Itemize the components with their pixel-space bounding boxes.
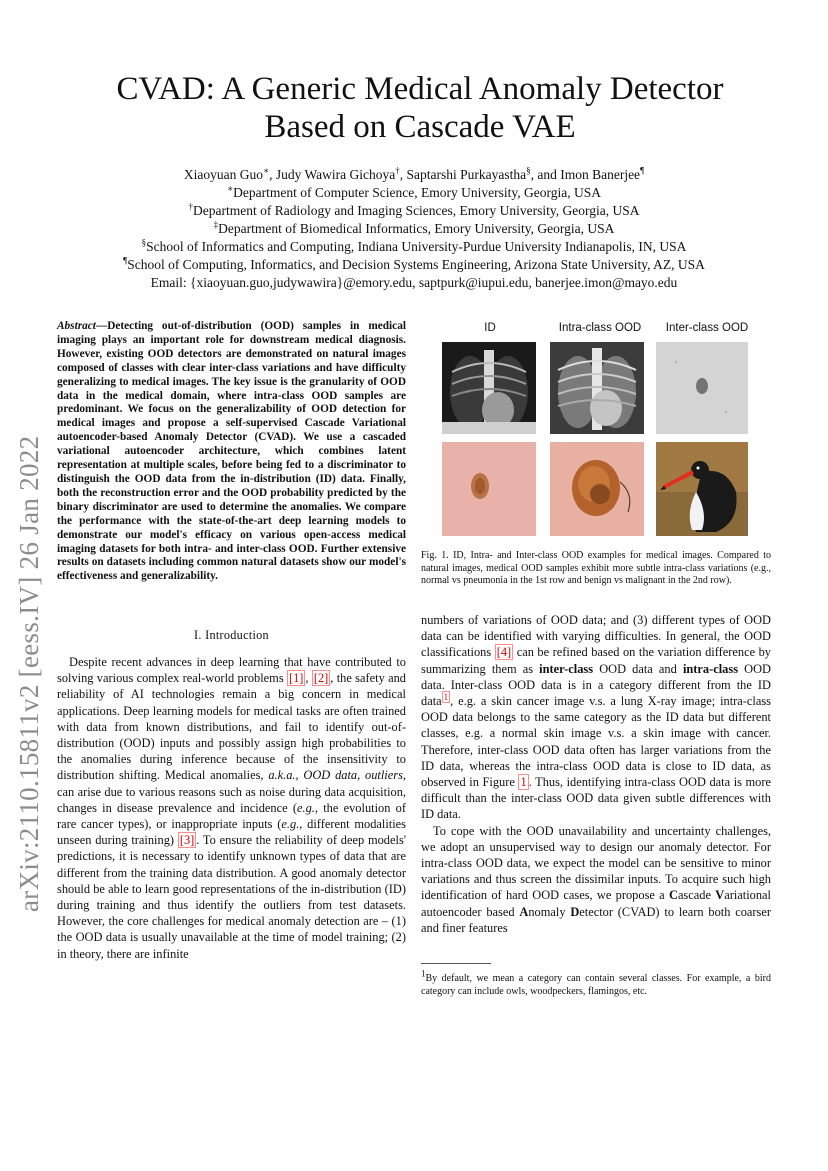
- title-line-1: CVAD: A Generic Medical Anomaly Detector: [116, 71, 724, 107]
- affiliation-2: †Department of Radiology and Imaging Sciences, Emory University, Georgia, USA: [188, 201, 640, 218]
- footnote-divider: [421, 963, 491, 964]
- affiliation-3: ‡Department of Biomedical Informatics, Emory University, Georgia, USA: [213, 219, 615, 236]
- figure-1-caption: Fig. 1. ID, Intra- and Inter-class OOD examples for medical images. Compared to natural images, medical OOD samples exhibit more subtle intra-class variations (e.g., normal vs pneumonia in the 1st row and benign vs malignant in the 2nd row).: [421, 550, 771, 587]
- figure-column-label-id: ID: [484, 322, 496, 334]
- affiliation-4: §School of Informatics and Computing, Indiana University-Purdue University Indianapolis, IN, USA: [141, 237, 687, 254]
- skin-lesion-faint-image: [656, 342, 748, 434]
- affiliation-1: ∗Department of Computer Science, Emory University, Georgia, USA: [227, 183, 601, 200]
- chest-xray-pneumonia-image: [550, 342, 644, 434]
- figure-link[interactable]: 1: [520, 775, 527, 790]
- figure-1: [440, 322, 755, 542]
- intro-paragraph: Despite recent advances in deep learning that have contributed to solving various complex real-world problems [1] , [2] , the safety and reliability of AI technologies remain a big concern in medical applications. Deep learning models for medical tasks are often trained with data from known distributions, and fail to identify out-of-distribution (OOD) inputs and possibly assign high probabilities to the anomalies during inference because of the insensitivity to distribution shifting. Medical anomalies, a.k.a., OOD data, outliers, can arise due to various reasons such as noise during data acquisition, changes in disease prevalence and incidence (e.g., the evolution of rare cancer types), or inappropriate inputs (e.g., different modalities unseen during training) [3] . To ensure the reliability of deep models' predictions, it is necessary to identify unknown types of data that are different from the training data distribution. A good anomaly detector should be able to learn good representations of the in-distribution (ID) during training and thus identify the outliers from test datasets. However, the core challenges for medical anomaly detection are – (1) the OOD data is usually unavailable at the time of model training; (2) in theory, there are infinite: [57, 655, 406, 961]
- arxiv-identifier: arXiv:2110.15811v2 [eess.IV] 26 Jan 2022: [14, 435, 44, 912]
- citation-link[interactable]: [3]: [179, 833, 195, 848]
- abstract-label: Abstract: [57, 320, 96, 332]
- introduction-text: [57, 654, 406, 962]
- abstract: [57, 320, 406, 584]
- figure-column-label-inter: Inter-class OOD: [665, 322, 749, 334]
- intro-paragraph: To cope with the OOD unavailability and uncertainty challenges, we adopt an unsupervised way to design our anomaly detector. For intra-class OOD data, we expect the model can be sensitive to minor variations and thus screen the dissimilar inputs. To acquire such high identification of hard OOD cases, we propose a Cascade Variational autoencoder based Anomaly Detector (CVAD) to learn both coarser and finer features: [421, 823, 772, 935]
- citation-link[interactable]: [2]: [313, 671, 329, 686]
- author-names: Xiaoyuan Guo∗, Judy Wawira Gichoya†, Saptarshi Purkayastha§, and Imon Banerjee¶: [183, 165, 645, 182]
- footnote-link[interactable]: 1: [443, 691, 449, 702]
- figure-column-label-intra: Intra-class OOD: [558, 322, 642, 334]
- affiliation-5: ¶School of Computing, Informatics, and Decision Systems Engineering, Arizona State University, AZ, USA: [123, 255, 705, 272]
- abstract-text: —Detecting out-of-distribution (OOD) samples in medical imaging plays an important role for downstream medical diagnosis. However, existing OOD detectors are demonstrated on natural images composed of classes with clear inter-class variations and have difficulty generalizing to medical images. The key issue is the granularity of OOD data in the medical domain, where intra-class OOD samples are predominant. We focus on the generalizability of OOD detection for medical images and propose a self-supervised Cascade Variational autoencoder-based Anomaly Detector (CVAD). We use a cascaded variational autoencoder architecture, which combines latent representation at multiple scales, before being fed to a discriminator to distinguish the OOD data from the in-distribution (ID) data. Finally, both the reconstruction error and the OOD probability predicted by the binary discriminator are used to determine the anomalies. We compare the performance with the state-of-the-art deep learning models to demonstrate our model's efficacy on various open-access medical imaging datasets for both intra- and inter-class OOD. Further extensive results on datasets including common natural datasets show our model's effectiveness and generalizability.: [57, 320, 406, 583]
- bird-natural-image: [656, 442, 748, 536]
- footnote-1: $^1$By default, we mean a category can contain several classes. For example, a bird category can include owls, woodpeckers, flamingos, etc.: [421, 968, 771, 997]
- introduction-continued: [421, 612, 771, 936]
- skin-lesion-malignant-image: [550, 442, 644, 536]
- chest-xray-normal-image: [442, 342, 536, 434]
- citation-link[interactable]: [4]: [496, 645, 512, 660]
- citation-link[interactable]: [1]: [288, 671, 304, 686]
- section-heading-introduction: I. Introduction: [194, 628, 269, 642]
- author-block: [60, 166, 768, 292]
- intro-paragraph: numbers of variations of OOD data; and (3) different types of OOD data can be identified with varying difficulties. In general, the OOD classifications [4] can be refined based on the variation difference by summarizing them as inter-class OOD data and intra-class OOD data. Inter-class OOD data is in a category different from the ID data $^1$ , e.g. a skin cancer image v.s. a lung X-ray image; intra-class OOD data belongs to the same category as the ID data but different classes, e.g. a normal skin image v.s. a skin image with cancer. Therefore, inter-class OOD data often has larger variations from the ID data, whereas the intra-class OOD data is close to ID data, as observed in Figure 1 . Thus, identifying intra-class OOD data is more difficult than the inter-class OOD data given subtle differences with ID data.: [421, 613, 771, 822]
- paper-title: [70, 70, 770, 146]
- title-line-2: Based on Cascade VAE: [264, 109, 576, 145]
- author-emails: Email: {xiaoyuan.guo,judywawira}@emory.edu, saptpurk@iupui.edu, banerjee.imon@mayo.edu: [150, 275, 678, 290]
- skin-lesion-benign-image: [442, 442, 536, 536]
